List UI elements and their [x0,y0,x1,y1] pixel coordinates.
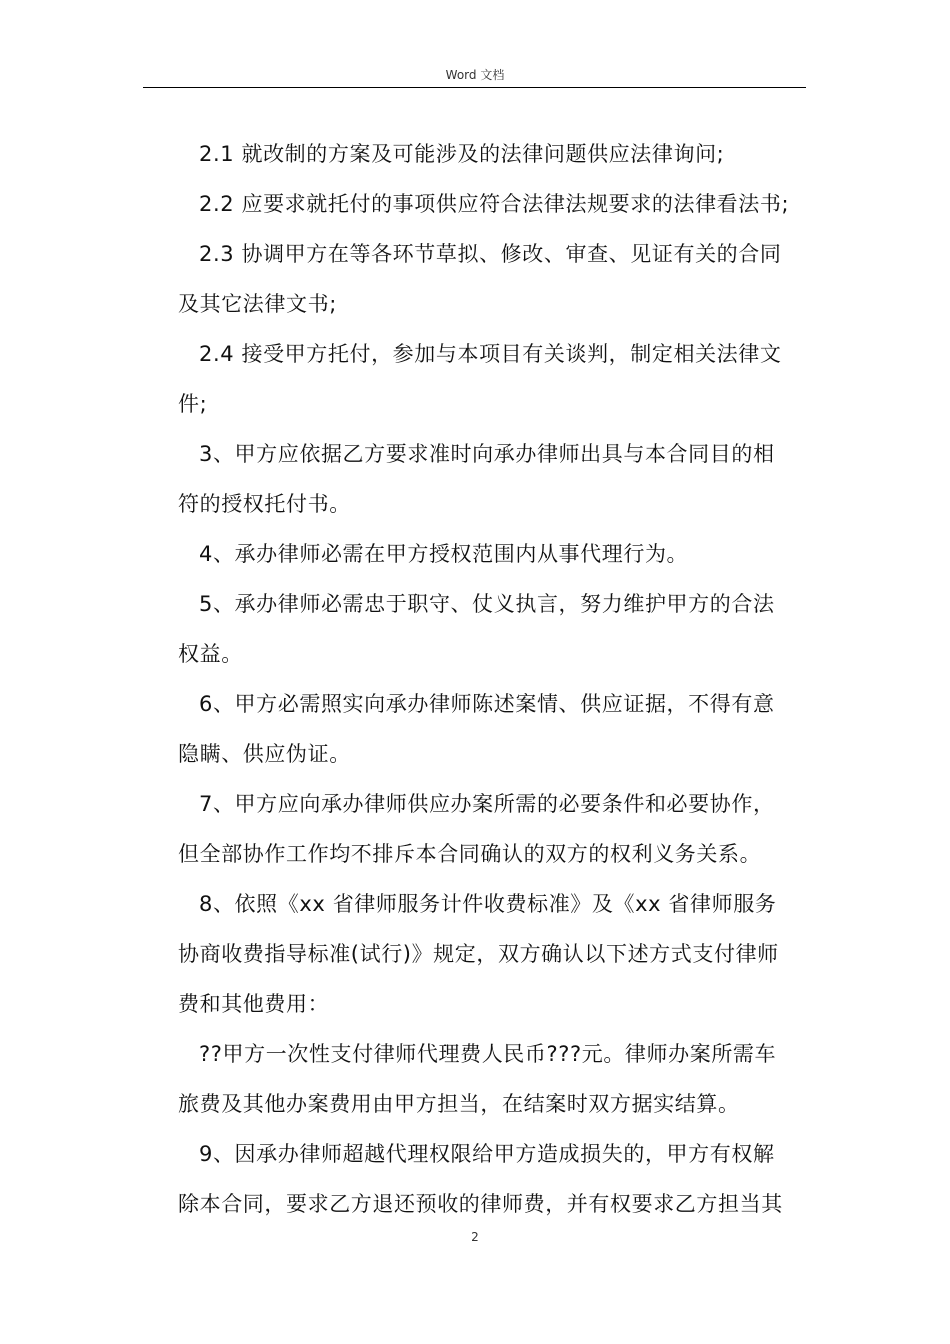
page-header-title: Word 文档 [445,68,505,82]
header-divider [143,87,806,88]
paragraph-2-3: 2.3 协调甲方在等各环节草拟、修改、审查、见证有关的合同及其它法律文书; [178,242,782,316]
paragraph-2-2: 2.2 应要求就托付的事项供应符合法律法规要求的法律看法书; [199,192,790,216]
paragraph-7: 7、甲方应向承办律师供应办案所需的必要条件和必要协作，但全部协作工作均不排斥本合同确认的双方的权利义务关系。 [178,792,775,866]
paragraph-9: 9、因承办律师超越代理权限给甲方造成损失的，甲方有权解除本合同，要求乙方退还预收的律师费，并有权要求乙方担当其 [178,1142,783,1216]
paragraph-6: 6、甲方必需照实向承办律师陈述案情、供应证据，不得有意隐瞒、供应伪证。 [178,692,775,766]
paragraph-5: 5、承办律师必需忠于职守、仗义执言，努力维护甲方的合法权益。 [178,592,775,666]
paragraph-8: 8、依照《xx 省律师服务计件收费标准》及《xx 省律师服务协商收费指导标准(试行)》规定，双方确认以下述方式支付律师费和其他费用： [178,892,779,1016]
page-number: 2 [471,1230,479,1244]
document-body [178,129,794,1229]
paragraph-2-4: 2.4 接受甲方托付，参加与本项目有关谈判，制定相关法律文件; [178,342,782,416]
paragraph-2-1: 2.1 就改制的方案及可能涉及的法律问题供应法律询问; [199,142,725,166]
paragraph-fee: ??甲方一次性支付律师代理费人民币???元。律师办案所需车旅费及其他办案费用由甲方担当，在结案时双方据实结算。 [178,1042,777,1116]
paragraph-3: 3、甲方应依据乙方要求准时向承办律师出具与本合同目的相符的授权托付书。 [178,442,775,516]
paragraph-4: 4、承办律师必需在甲方授权范围内从事代理行为。 [199,542,689,566]
